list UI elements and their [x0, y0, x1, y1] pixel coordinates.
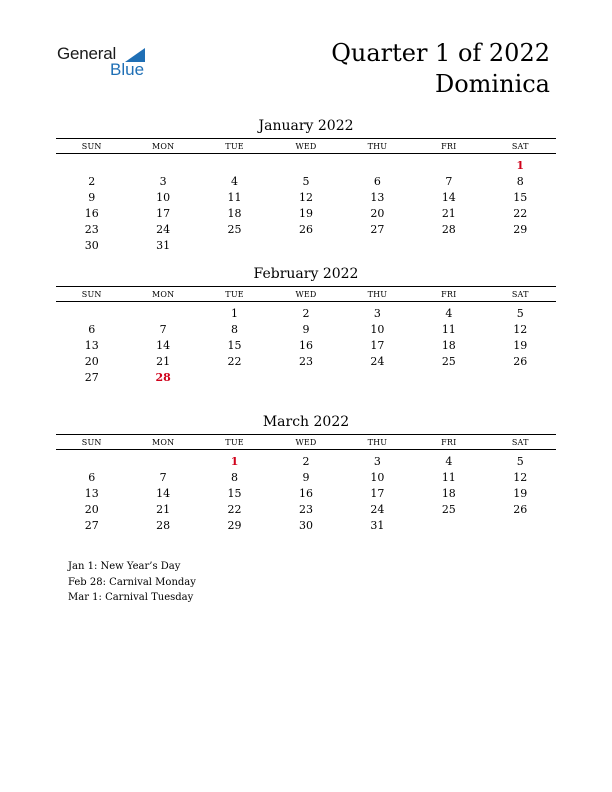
day-cell: 18: [227, 206, 242, 220]
day-cell: 14: [441, 190, 456, 204]
day-cell: 25: [227, 222, 242, 236]
weekday-label: TUE: [225, 289, 244, 299]
calendar-january: [56, 117, 556, 253]
day-cell: 31: [370, 518, 385, 532]
day-cell: 26: [513, 354, 528, 368]
day-cell: 15: [227, 338, 242, 352]
day-cell: 9: [302, 322, 310, 336]
title-country: Dominica: [434, 70, 550, 98]
weekday-label: WED: [295, 289, 317, 299]
day-cell: 6: [373, 174, 381, 188]
day-cell: 30: [84, 238, 99, 252]
day-cell: 16: [298, 486, 313, 500]
day-cell: 12: [298, 190, 313, 204]
day-cell: 27: [84, 518, 99, 532]
day-cell: 15: [227, 486, 242, 500]
day-cell: 2: [302, 454, 310, 468]
week-row: [56, 485, 556, 501]
weekday-label: SAT: [511, 141, 529, 151]
week-row: [56, 173, 556, 189]
day-cell: 3: [373, 454, 381, 468]
week-row: [56, 469, 556, 485]
week-row: [56, 453, 556, 469]
weekday-label: MON: [151, 437, 175, 447]
week-row: [56, 353, 556, 369]
week-row: [56, 157, 556, 173]
logo-text-general: General: [57, 44, 117, 63]
weekday-label: MON: [151, 141, 175, 151]
day-cell: 19: [298, 206, 313, 220]
weekday-label: WED: [295, 141, 317, 151]
day-cell: 18: [441, 486, 456, 500]
day-cell: 8: [231, 470, 239, 484]
day-cell: 8: [516, 174, 524, 188]
month-name: March 2022: [262, 414, 350, 430]
weekday-label: FRI: [441, 141, 457, 151]
day-cell: 30: [298, 518, 313, 532]
day-cell: 17: [370, 486, 385, 500]
holiday-day-cell: 1: [230, 454, 239, 468]
week-row: [56, 369, 556, 385]
holiday-note: Jan 1: New Year’s Day: [68, 561, 181, 572]
logo-text-blue: Blue: [110, 60, 145, 79]
day-cell: 11: [227, 190, 242, 204]
weekday-label: SAT: [511, 289, 529, 299]
day-cell: 13: [84, 486, 99, 500]
day-cell: 21: [156, 354, 171, 368]
weekday-header: [56, 286, 556, 302]
weekday-label: SAT: [511, 437, 529, 447]
weekday-label: THU: [367, 141, 388, 151]
day-cell: 29: [513, 222, 528, 236]
day-cell: 29: [227, 518, 242, 532]
day-cell: 22: [227, 354, 242, 368]
day-cell: 4: [445, 306, 453, 320]
day-cell: 17: [370, 338, 385, 352]
weekday-label: TUE: [225, 141, 244, 151]
week-row: [56, 517, 556, 533]
day-cell: 21: [441, 206, 456, 220]
weekday-label: TUE: [225, 437, 244, 447]
day-cell: 28: [441, 222, 456, 236]
day-cell: 16: [84, 206, 99, 220]
day-cell: 25: [441, 502, 456, 516]
week-row: [56, 221, 556, 237]
day-cell: 11: [441, 322, 456, 336]
day-cell: 31: [156, 238, 171, 252]
day-cell: 10: [370, 322, 385, 336]
day-cell: 1: [231, 306, 239, 320]
day-cell: 6: [88, 470, 96, 484]
day-cell: 28: [156, 518, 171, 532]
weekday-label: MON: [151, 289, 175, 299]
weekday-label: SUN: [81, 437, 102, 447]
day-cell: 16: [298, 338, 313, 352]
day-cell: 23: [298, 502, 313, 516]
day-cell: 24: [370, 502, 385, 516]
day-cell: 12: [513, 470, 528, 484]
day-cell: 7: [159, 322, 167, 336]
day-cell: 15: [513, 190, 528, 204]
day-cell: 21: [156, 502, 171, 516]
holiday-notes: [68, 559, 196, 606]
week-row: [56, 501, 556, 517]
weekday-header: [56, 434, 556, 450]
day-cell: 5: [516, 306, 524, 320]
week-row: [56, 321, 556, 337]
calendar-march: [56, 413, 556, 533]
day-cell: 22: [513, 206, 528, 220]
day-cell: 23: [84, 222, 99, 236]
day-cell: 25: [441, 354, 456, 368]
day-cell: 3: [159, 174, 167, 188]
calendar-february: [56, 265, 556, 385]
weekday-label: FRI: [441, 437, 457, 447]
day-cell: 22: [227, 502, 242, 516]
day-cell: 11: [441, 470, 456, 484]
day-cell: 20: [84, 354, 99, 368]
day-cell: 10: [156, 190, 171, 204]
week-row: [56, 189, 556, 205]
day-cell: 26: [513, 502, 528, 516]
day-cell: 13: [370, 190, 385, 204]
general-blue-logo: [57, 44, 157, 84]
holiday-note: Mar 1: Carnival Tuesday: [68, 592, 194, 603]
day-cell: 5: [302, 174, 310, 188]
day-cell: 7: [445, 174, 453, 188]
month-name: February 2022: [253, 266, 359, 282]
day-cell: 23: [298, 354, 313, 368]
day-cell: 13: [84, 338, 99, 352]
day-cell: 6: [88, 322, 96, 336]
weekday-label: SUN: [81, 289, 102, 299]
weekday-label: WED: [295, 437, 317, 447]
holiday-note: Feb 28: Carnival Monday: [68, 576, 196, 588]
title-quarter: Quarter 1 of 2022: [331, 39, 550, 67]
weekday-header: [56, 138, 556, 154]
page-title: [331, 38, 550, 100]
day-cell: 14: [156, 338, 171, 352]
week-row: [56, 205, 556, 221]
month-name: January 2022: [258, 118, 354, 134]
day-cell: 10: [370, 470, 385, 484]
day-cell: 2: [88, 174, 96, 188]
day-cell: 17: [156, 206, 171, 220]
day-cell: 9: [302, 470, 310, 484]
day-cell: 19: [513, 486, 528, 500]
day-cell: 8: [231, 322, 239, 336]
day-cell: 19: [513, 338, 528, 352]
day-cell: 2: [302, 306, 310, 320]
holiday-day-cell: 1: [516, 158, 525, 172]
week-row: [56, 337, 556, 353]
day-cell: 12: [513, 322, 528, 336]
day-cell: 24: [370, 354, 385, 368]
week-row: [56, 237, 556, 253]
day-cell: 24: [156, 222, 171, 236]
day-cell: 9: [88, 190, 96, 204]
day-cell: 14: [156, 486, 171, 500]
weekday-label: THU: [367, 437, 388, 447]
weekday-label: SUN: [81, 141, 102, 151]
day-cell: 5: [516, 454, 524, 468]
day-cell: 3: [373, 306, 381, 320]
day-cell: 27: [370, 222, 385, 236]
day-cell: 18: [441, 338, 456, 352]
day-cell: 4: [445, 454, 453, 468]
week-row: [56, 305, 556, 321]
weekday-label: FRI: [441, 289, 457, 299]
day-cell: 26: [298, 222, 313, 236]
day-cell: 7: [159, 470, 167, 484]
day-cell: 27: [84, 370, 99, 384]
weekday-label: THU: [367, 289, 388, 299]
day-cell: 20: [84, 502, 99, 516]
holiday-day-cell: 28: [155, 370, 171, 384]
day-cell: 4: [231, 174, 239, 188]
day-cell: 20: [370, 206, 385, 220]
